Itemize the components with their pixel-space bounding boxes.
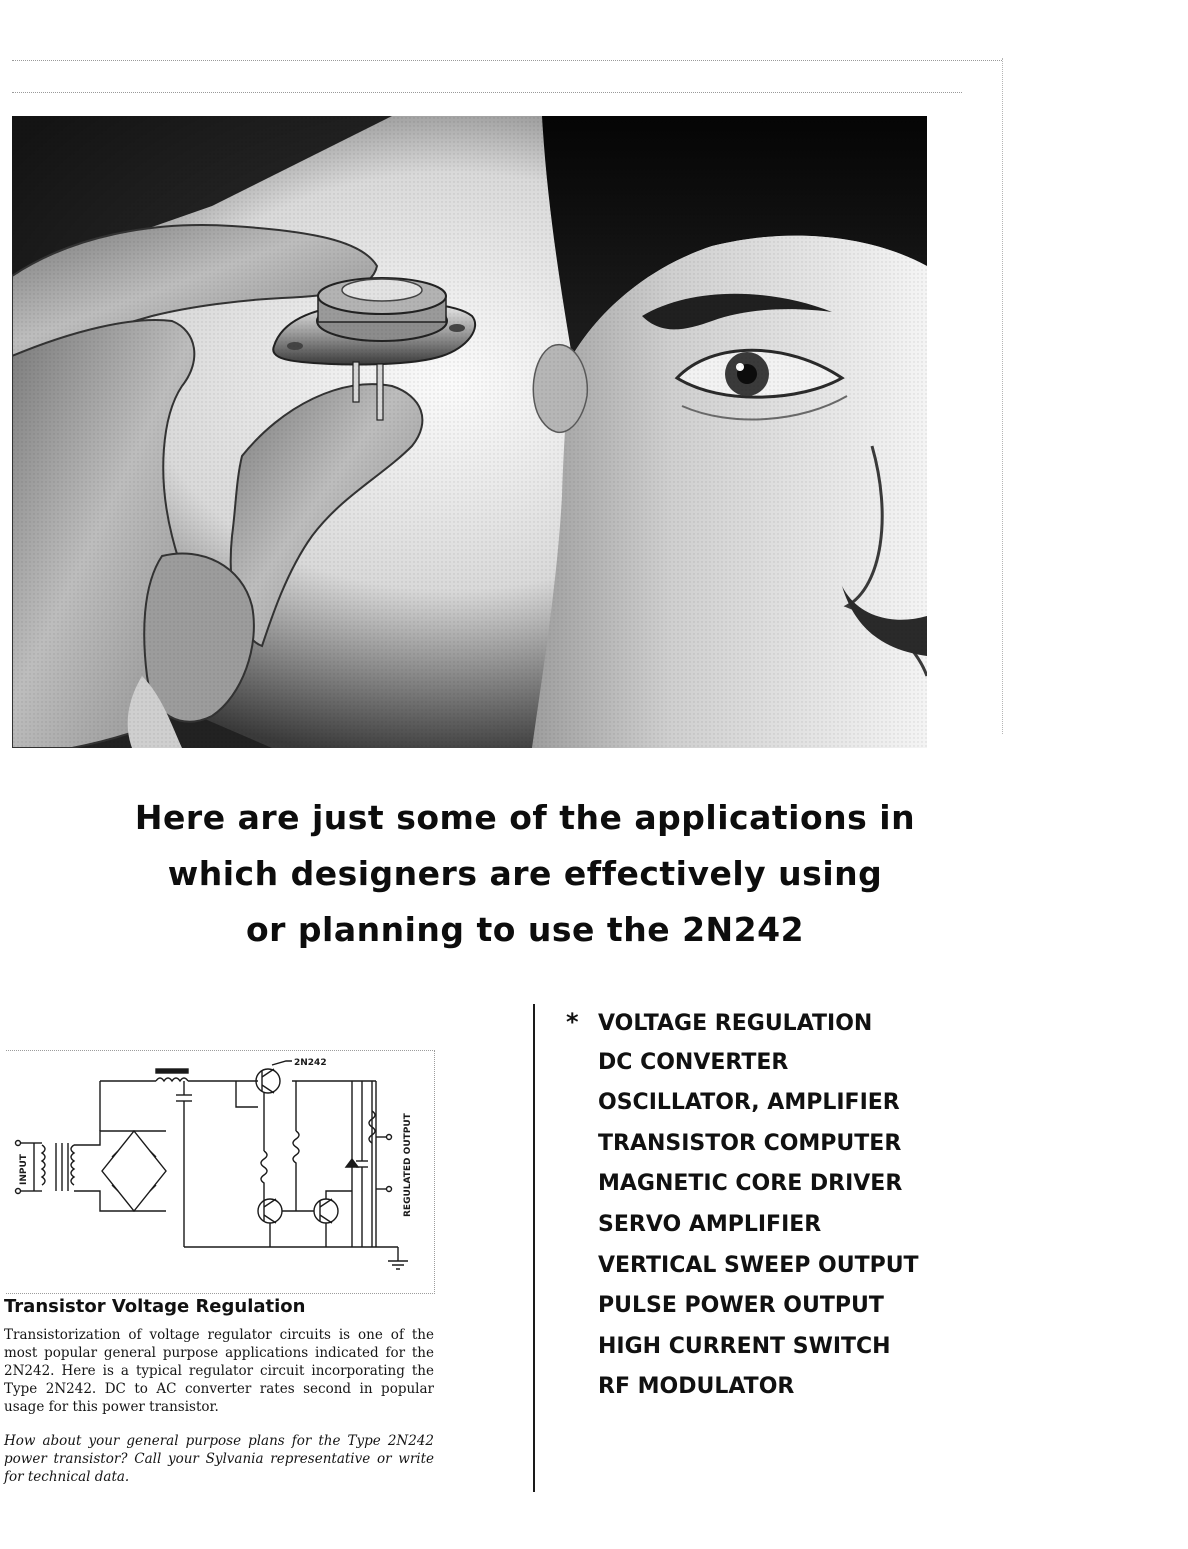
application-item: MAGNETIC CORE DRIVER [598,1171,903,1197]
transistor-lower-1 [258,1199,282,1223]
applications-list [566,1006,919,1412]
headline [60,790,990,958]
application-item: DC CONVERTER [598,1049,789,1075]
input-label: INPUT [19,1154,29,1185]
caption-call-to-action: How about your general purpose plans for the Type 2N242 power transistor? Call your Sylvania representative or write for technical data. [4,1433,434,1485]
transistor-2n242-symbol [256,1069,280,1093]
caption-title: Transistor Voltage Regulation [4,1296,306,1317]
headline-line-1: Here are just some of the applications in [134,798,916,837]
output-label: REGULATED OUTPUT [403,1113,413,1217]
transistor-label: 2N242 [294,1058,327,1068]
top-dotted-rule [12,60,1002,61]
right-dotted-rule [1002,58,1003,734]
application-item: * VOLTAGE REGULATION [566,1008,873,1036]
regulator-schematic [6,1050,435,1294]
application-item: PULSE POWER OUTPUT [598,1293,884,1319]
application-item: HIGH CURRENT SWITCH [598,1333,891,1359]
asterisk-icon: * [566,1008,579,1036]
transistor-lower-2 [314,1199,338,1223]
application-item: RF MODULATOR [598,1374,795,1400]
application-item: TRANSISTOR COMPUTER [598,1130,902,1156]
transistor-photo [12,116,927,748]
column-divider [533,1004,535,1492]
headline-line-2: which designers are effectively using [167,854,883,893]
caption-body: Transistorization of voltage regulator circuits is one of the most popular general purpose applications indicated for the 2N242. Here is a typical regulator circuit incorporating the Type 2N242. DC to AC converter rates second in popular usage for this power transistor. [4,1327,434,1415]
headline-line-3: or planning to use the 2N242 [245,910,805,949]
top-dotted-rule-second [12,92,962,93]
application-item: SERVO AMPLIFIER [598,1211,822,1237]
application-item: VERTICAL SWEEP OUTPUT [598,1252,919,1278]
application-item: OSCILLATOR, AMPLIFIER [598,1090,900,1116]
